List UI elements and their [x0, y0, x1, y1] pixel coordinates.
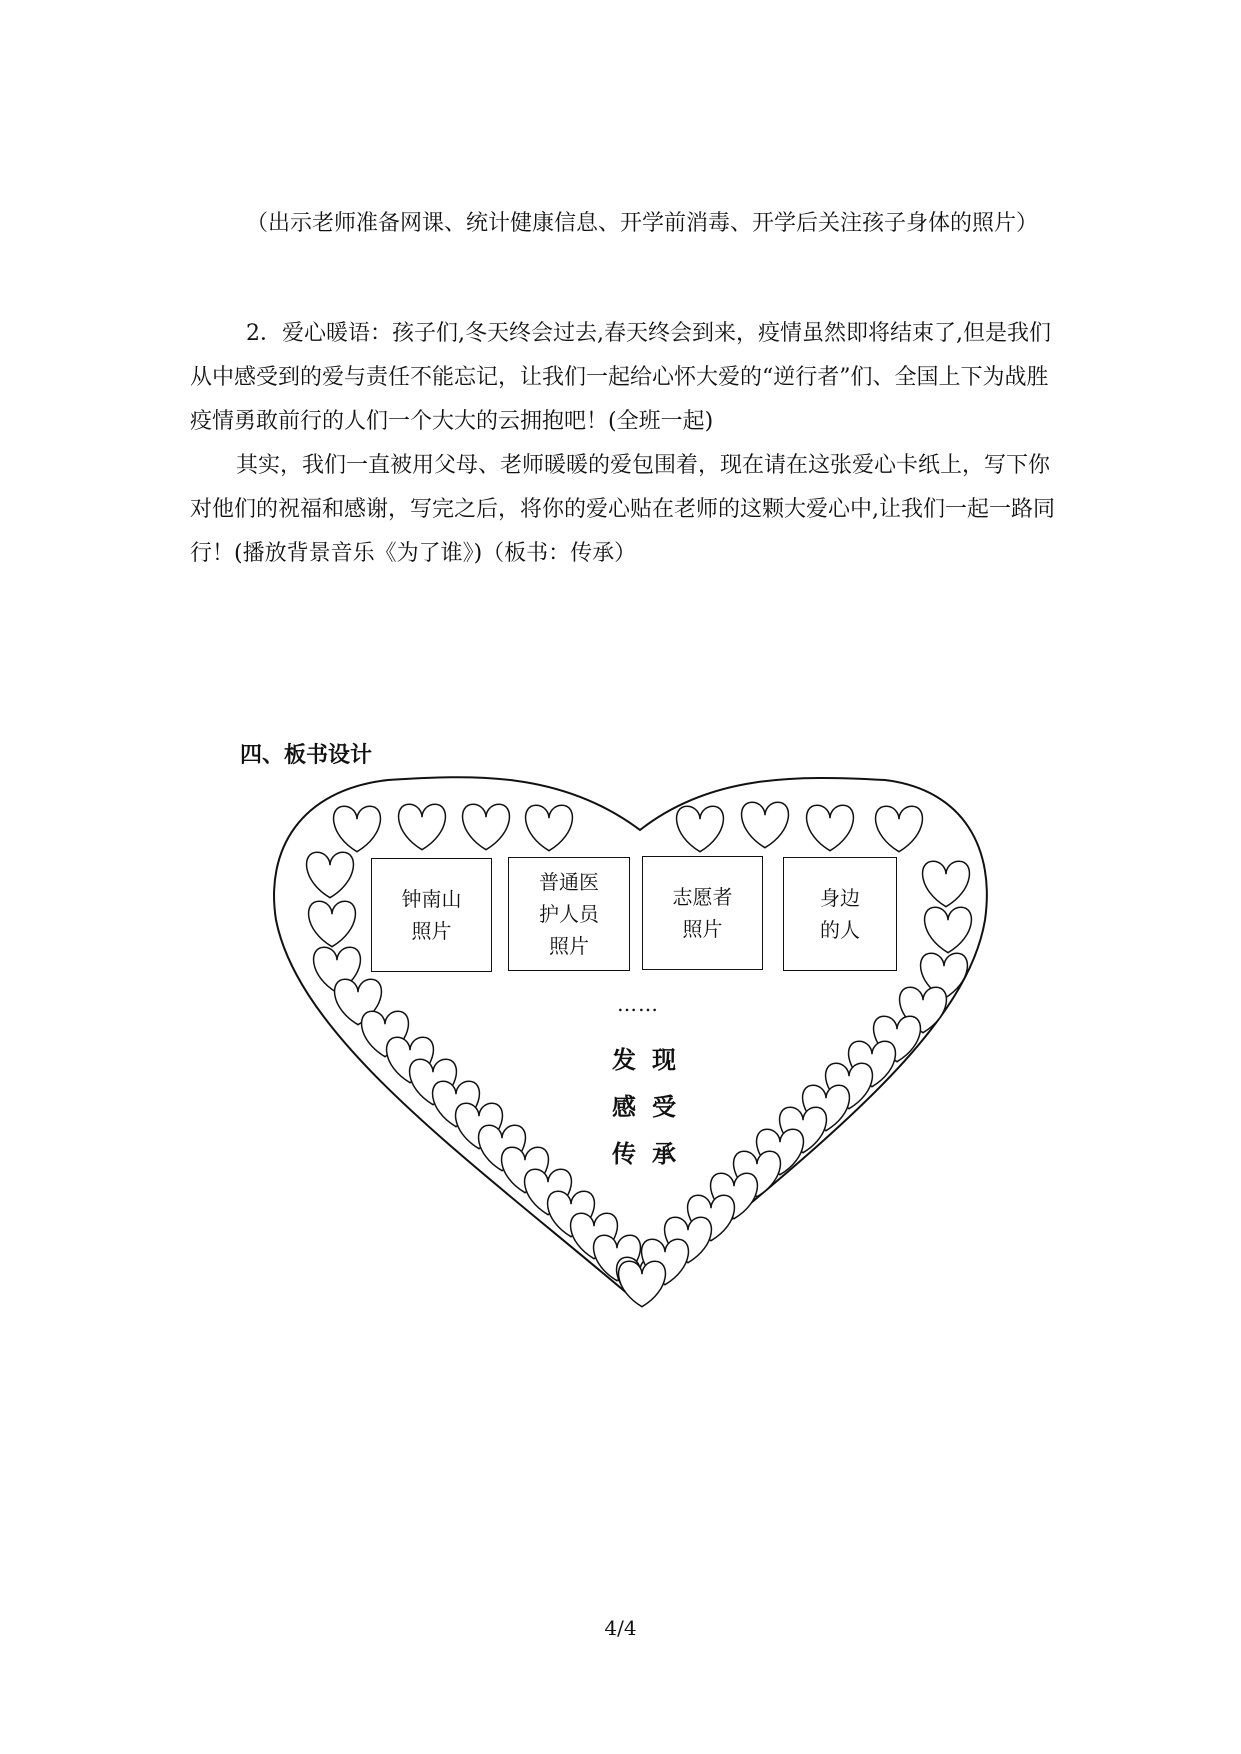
small-heart-icon	[334, 806, 381, 852]
photo-box-medical-staff: 普通医 护人员 照片	[508, 857, 630, 971]
small-heart-icon	[807, 805, 854, 851]
small-heart-icon	[742, 802, 789, 848]
photo-box-zhong-nanshan: 钟南山 照片	[371, 858, 492, 972]
small-heart-icon	[925, 907, 972, 953]
photo-box-volunteers: 志愿者 照片	[642, 856, 763, 970]
paragraph-love-card: 其实，我们一直被用父母、老师暖暖的爱包围着，现在请在这张爱心卡纸上，写下你对他们的祝福和感谢，写完之后，将你的爱心贴在老师的这颗大爱心中,让我们一起一路同行！(播放背景音乐《为了谁》)（板书：传承）	[190, 453, 1055, 566]
small-heart-icon	[463, 804, 510, 850]
section-heading: 四、板书设计	[240, 743, 373, 768]
small-heart-icon	[526, 805, 573, 851]
char-xian: 现	[652, 1046, 676, 1074]
small-heart-icon	[309, 901, 356, 947]
ellipsis: ……	[617, 992, 659, 1016]
small-heart-icon	[923, 861, 970, 907]
char-gan: 感	[612, 1093, 636, 1121]
paragraph-photos: （出示老师准备网课、统计健康信息、开学前消毒、开学后关注孩子身体的照片）	[246, 211, 1039, 236]
small-heart-icon	[876, 806, 923, 852]
page-number: 4/4	[604, 1616, 637, 1640]
char-fa: 发	[612, 1046, 636, 1074]
char-shou: 受	[652, 1093, 676, 1121]
photo-box-people-nearby: 身边 的人	[783, 857, 897, 971]
small-heart-icon	[307, 852, 354, 898]
paragraph-love-words: 2．爱心暖语：孩子们,冬天终会过去,春天终会到来，疫情虽然即将结束了,但是我们从中感受到的爱与责任不能忘记，让我们一起给心怀大爱的“逆行者”们、全国上下为战胜疫情勇敢前行的人们一个大大的云拥抱吧！(全班一起)	[190, 321, 1051, 434]
small-heart-icon	[677, 806, 724, 852]
char-chuan: 传	[612, 1140, 636, 1168]
small-heart-icon	[399, 804, 446, 850]
char-cheng: 承	[652, 1140, 676, 1168]
